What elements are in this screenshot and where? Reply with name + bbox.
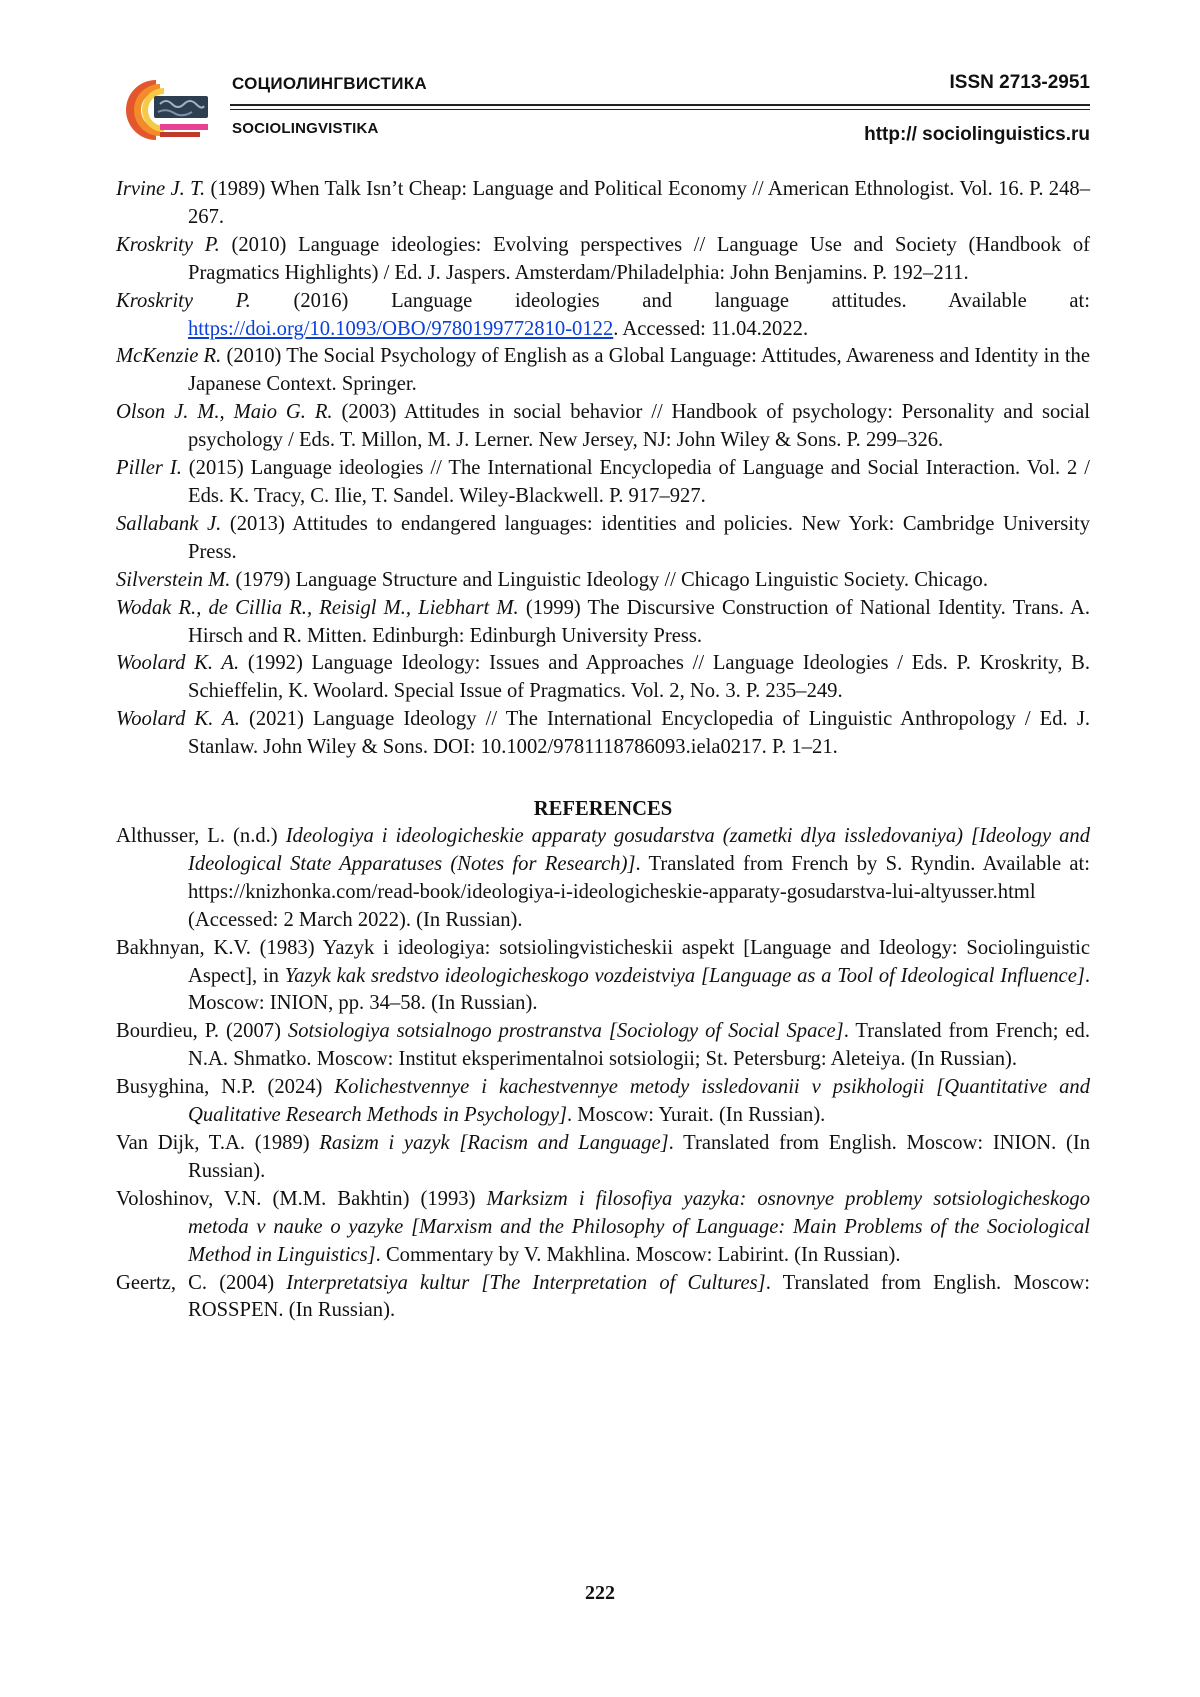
reference-author: Silverstein M.	[116, 568, 231, 591]
reference-details: . Translated from French by S. Ryndin. Available at: https://knizhonka.com/read-book/ideologiya-i-ideologicheskie-apparaty-gosudarstva-lui-altyusser.html (Accessed: 2 March 2022). (In Russian).	[188, 852, 1090, 931]
reference-author: McKenzie R.	[116, 345, 222, 368]
reference-text: (2016) Language ideologies and language attitudes. Available at:	[250, 289, 1090, 312]
reference-author-year: Althusser, L. (n.d.)	[116, 825, 286, 848]
reference-text: (2021) Language Ideology // The International Encyclopedia of Linguistic Anthropology / Ed. J. Stanlaw. John Wiley & Sons. DOI: 10.1002/9781118786093.iela0217. P. 1–21.	[188, 708, 1090, 759]
reference-author: Woolard K. A.	[116, 708, 240, 731]
journal-logo-icon	[114, 74, 214, 146]
reference-item	[116, 650, 1090, 706]
references-heading: REFERENCES	[533, 798, 673, 821]
reference-title: Kolichestvennye i kachestvennye metody issledovanii v psikhologii [Quantitative and Qualitative Research Methods in Psychology]	[188, 1076, 1090, 1127]
reference-text: (1992) Language Ideology: Issues and Approaches // Language Ideologies / Eds. P. Kroskrity, B. Schieffelin, K. Woolard. Special Issue of Pragmatics. Vol. 2, No. 3. P. 235–249.	[188, 652, 1090, 703]
reference-title: Sotsiologiya sotsialnogo prostranstva [Sociology of Social Space]	[287, 1020, 844, 1043]
journal-title-en: SOCIOLINGVISTIKA	[232, 120, 379, 137]
reference-item	[116, 455, 1090, 511]
reference-text-after: . Accessed: 11.04.2022.	[613, 317, 809, 340]
reference-author: Irvine J. T.	[116, 178, 206, 200]
reference-details: . Commentary by V. Makhlina. Moscow: Labirint. (In Russian).	[375, 1243, 901, 1266]
reference-title: Marksizm i filosofiya yazyka: osnovnye problemy sotsiologicheskogo metoda v nauke o yazyke [Marxism and the Philosophy of Language: Main Problems of the Sociological Method in Linguistics]	[188, 1187, 1090, 1266]
reference-item	[116, 935, 1090, 1019]
reference-text: (2013) Attitudes to endangered languages: identities and policies. New York: Cambridge University Press.	[188, 512, 1090, 563]
page-header	[0, 0, 1200, 160]
reference-item	[116, 823, 1090, 935]
reference-text: (2010) The Social Psychology of English as a Global Language: Attitudes, Awareness and Identity in the Japanese Context. Springer.	[188, 345, 1090, 396]
reference-link[interactable]: https://doi.org/10.1093/OBO/9780199772810-0122	[188, 317, 614, 340]
reference-author-year: Voloshinov, V.N. (M.M. Bakhtin) (1993)	[116, 1187, 487, 1210]
reference-item	[116, 343, 1090, 399]
reference-author: Piller I.	[116, 457, 182, 480]
reference-title: Ideologiya i ideologicheskie apparaty gosudarstva (zametki dlya issledovaniya) [Ideology and Ideological State Apparatuses (Notes for Research)]	[188, 825, 1090, 875]
journal-title-ru: СОЦИОЛИНГВИСТИКА	[232, 74, 427, 93]
header-rule-thin	[230, 109, 1090, 110]
reference-item	[116, 288, 1090, 344]
reference-author-year: Bourdieu, P. (2007)	[116, 1020, 288, 1043]
reference-author: Sallabank J.	[116, 512, 222, 535]
reference-item	[116, 176, 1090, 232]
journal-url[interactable]: http:// sociolinguistics.ru	[864, 124, 1090, 145]
reference-text: (2003) Attitudes in social behavior // Handbook of psychology: Personality and social psychology / Eds. T. Millon, M. J. Lerner. New Jersey, NJ: John Wiley & Sons. P. 299–326.	[188, 401, 1090, 452]
reference-author-year: Geertz, C. (2004)	[116, 1271, 287, 1294]
references-content	[116, 176, 1090, 1325]
reference-text: (1979) Language Structure and Linguistic Ideology // Chicago Linguistic Society. Chicago.	[230, 568, 988, 591]
reference-item	[116, 1074, 1090, 1130]
reference-author: Kroskrity P.	[116, 289, 251, 312]
page-number: 222	[585, 1582, 615, 1604]
reference-text: (2010) Language ideologies: Evolving perspectives // Language Use and Society (Handbook of Pragmatics Highlights) / Ed. J. Jaspers. Amsterdam/Philadelphia: John Benjamins. P. 192–211.	[188, 233, 1090, 284]
reference-author: Olson J. M., Maio G. R.	[116, 401, 333, 424]
reference-item	[116, 595, 1090, 651]
reference-item	[116, 567, 1090, 595]
reference-author: Wodak R., de Cillia R., Reisigl M., Liebhart M.	[116, 596, 519, 619]
reference-item	[116, 1270, 1090, 1326]
reference-item	[116, 706, 1090, 762]
reference-text: (2015) Language ideologies // The International Encyclopedia of Language and Social Interaction. Vol. 2 / Eds. K. Tracy, C. Ilie, T. Sandel. Wiley-Blackwell. P. 917–927.	[181, 457, 1090, 507]
reference-item	[116, 399, 1090, 455]
reference-title: Interpretatsiya kultur [The Interpretation of Cultures]	[286, 1271, 766, 1294]
reference-details: . Translated from English. Moscow: INION. (In Russian).	[188, 1132, 1090, 1182]
issn-label: ISSN 2713-2951	[949, 72, 1090, 93]
reference-author: Kroskrity P.	[116, 233, 220, 256]
reference-title: Yazyk kak sredstvo ideologicheskogo vozdeistviya [Language as a Tool of Ideological Influence]	[284, 964, 1085, 987]
reference-item	[116, 1018, 1090, 1074]
reference-text: (1989) When Talk Isn’t Cheap: Language and Political Economy // American Ethnologist. Vol. 16. P. 248–267.	[188, 178, 1090, 228]
reference-author-year: Van Dijk, T.A. (1989)	[116, 1132, 320, 1154]
reference-details: . Translated from English. Moscow: ROSSPEN. (In Russian).	[188, 1271, 1090, 1322]
reference-list-original	[116, 176, 1090, 762]
reference-item	[116, 232, 1090, 288]
reference-author: Woolard K. A.	[116, 652, 240, 675]
reference-item	[116, 1130, 1090, 1186]
reference-details: . Moscow: Yurait. (In Russian).	[566, 1104, 826, 1127]
reference-list-transliterated	[116, 823, 1090, 1325]
reference-author-year: Busyghina, N.P. (2024)	[116, 1076, 335, 1099]
reference-item	[116, 511, 1090, 567]
header-rule	[230, 104, 1090, 106]
reference-author-year: Bakhnyan, K.V. (1983) Yazyk i ideologiya: sotsiolingvisticheskii aspekt [Language and Ideology: Sociolinguistic Aspect], in	[116, 936, 1090, 987]
reference-text: (1999) The Discursive Construction of National Identity. Trans. A. Hirsch and R. Mitten. Edinburgh: Edinburgh University Press.	[188, 596, 1090, 647]
reference-details: . Translated from French; ed. N.A. Shmatko. Moscow: Institut eksperimentalnoi sotsiologii; St. Petersburg: Aleteiya. (In Russian).	[188, 1020, 1090, 1071]
reference-details: . Moscow: INION, pp. 34–58. (In Russian).	[188, 964, 1090, 1015]
reference-title: Rasizm i yazyk [Racism and Language]	[319, 1132, 669, 1154]
reference-item	[116, 1186, 1090, 1270]
